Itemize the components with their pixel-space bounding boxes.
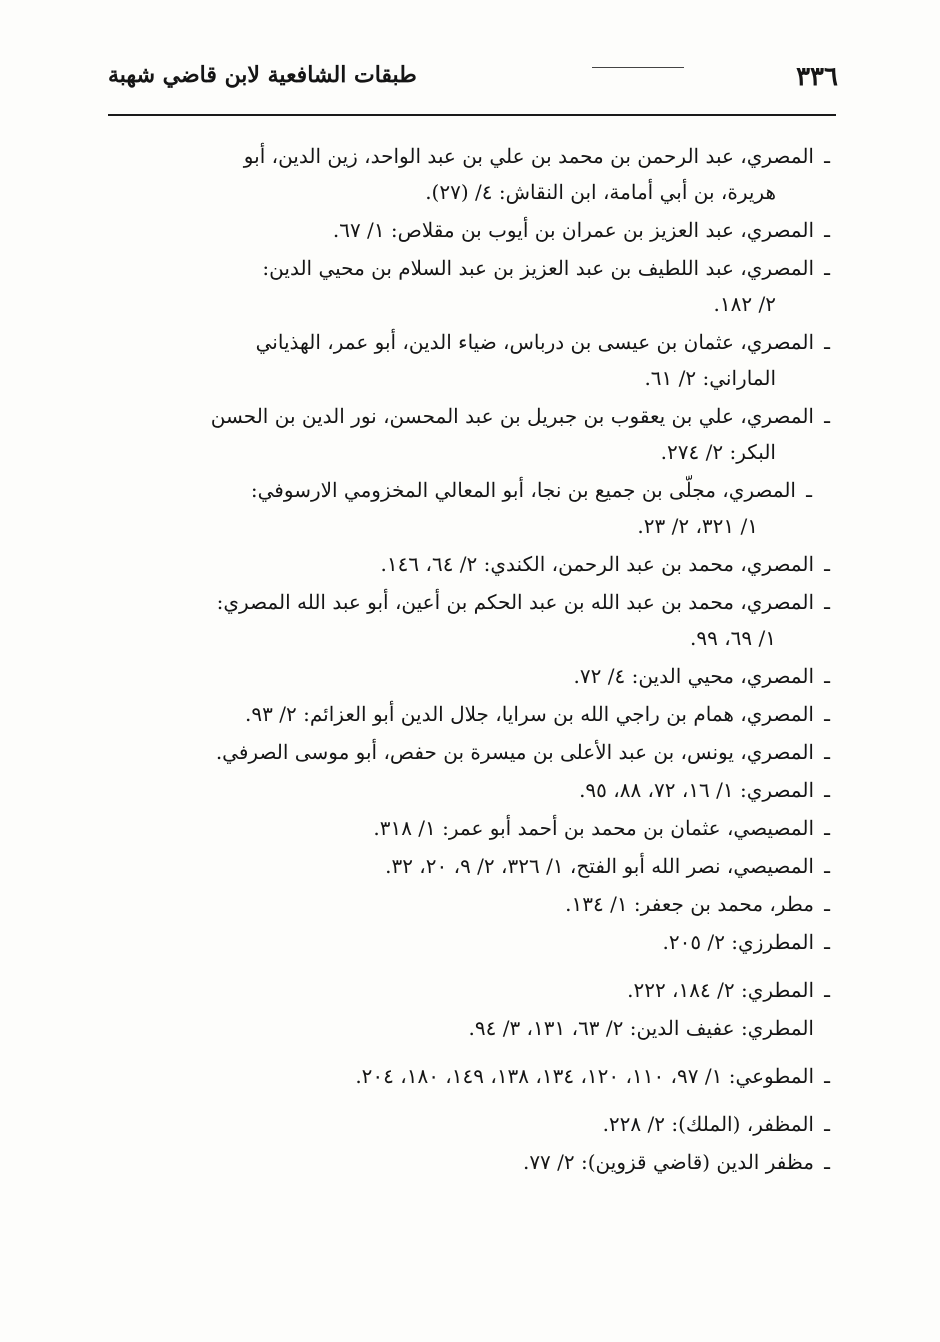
index-entry: ـ مظفر الدين (قاضي قزوين): ٢/ ٧٧. bbox=[522, 1150, 830, 1174]
entry-continuation: ١/ ٣٢١، ٢/ ٢٣. bbox=[637, 514, 758, 538]
page-number: ٣٣٦ bbox=[796, 62, 838, 92]
entry-text: المطوعي: ١/ ٩٧، ١١٠، ١٢٠، ١٣٤، ١٣٨، ١٤٩، ١٨٠، ٢٠٤. bbox=[355, 1064, 814, 1088]
entry-text: المصري، عثمان بن عيسى بن درباس، ضياء الدين، أبو عمر، الهذياني bbox=[255, 330, 814, 354]
index-entry: ـ المصري، محمد بن عبد الله بن عبد الحكم بن أعين، أبو عبد الله المصري: ١/ ٦٩، ٩٩. bbox=[128, 584, 828, 656]
index-entry: ـ المصري، عبد الرحمن بن محمد بن علي بن عبد الواحد، زين الدين، أبو هريرة، بن أبي أمامة، ابن النقاش: ٤/ (٢٧). bbox=[128, 138, 828, 210]
page-header bbox=[108, 58, 838, 110]
index-entries bbox=[128, 138, 828, 1182]
entry-text: المصري، محيي الدين: ٤/ ٧٢. bbox=[573, 664, 814, 688]
entry-text: المصري، محمد بن عبد الرحمن، الكندي: ٢/ ٦٤، ١٤٦. bbox=[380, 552, 814, 576]
index-entry: ـ المصري، علي بن يعقوب بن جبريل بن عبد المحسن، نور الدين بن الحسن البكر: ٢/ ٢٧٤. bbox=[128, 398, 828, 470]
entry-text: المصيصي، عثمان بن محمد بن أحمد أبو عمر: ١/ ٣١٨. bbox=[373, 816, 814, 840]
index-entry: ـ المصري، عبد اللطيف بن عبد العزيز بن عبد السلام بن محيي الدين: ٢/ ١٨٢. bbox=[128, 250, 828, 322]
entry-text: المصري، مجلّى بن جميع بن نجا، أبو المعالي المخزومي الارسوفي: bbox=[250, 478, 796, 502]
entry-text: المصري، عبد اللطيف بن عبد العزيز بن عبد السلام بن محيي الدين: bbox=[262, 256, 814, 280]
entry-text: المصري، علي بن يعقوب بن جبريل بن عبد المحسن، نور الدين بن الحسن bbox=[210, 404, 814, 428]
index-entry bbox=[128, 1010, 828, 1046]
entry-text: المصري، عبد العزيز بن عمران بن أيوب بن مقلاص: ١/ ٦٧. bbox=[332, 218, 814, 242]
entry-text: المصري، محمد بن عبد الله بن عبد الحكم بن أعين، أبو عبد الله المصري: bbox=[216, 590, 814, 614]
index-entry: ـ المطرزي: ٢/ ٢٠٥. bbox=[662, 930, 830, 954]
index-entry: ـ المصري، عثمان بن عيسى بن درباس، ضياء الدين، أبو عمر، الهذياني الماراني: ٢/ ٦١. bbox=[128, 324, 828, 396]
index-entry: ـ المصري، يونس، بن عبد الأعلى بن ميسرة بن حفص، أبو موسى الصرفي. bbox=[215, 740, 830, 764]
entry-text: مظفر الدين (قاضي قزوين): ٢/ ٧٧. bbox=[522, 1150, 814, 1174]
entry-continuation: هريرة، بن أبي أمامة، ابن النقاش: ٤/ (٢٧). bbox=[425, 180, 776, 204]
entry-text: المصري، همام بن راجي الله بن سرايا، جلال الدين أبو العزائم: ٢/ ٩٣. bbox=[245, 702, 814, 726]
index-entry: ـ المصيصي، نصر الله أبو الفتح، ١/ ٣٢٦، ٢/ ٩، ٢٠، ٣٢. bbox=[385, 854, 830, 878]
entry-continuation: البكر: ٢/ ٢٧٤. bbox=[660, 440, 776, 464]
index-entry: ـ المصري، محيي الدين: ٤/ ٧٢. bbox=[573, 664, 830, 688]
index-entry: ـ المصري، همام بن راجي الله بن سرايا، جلال الدين أبو العزائم: ٢/ ٩٣. bbox=[245, 702, 830, 726]
index-entry: ـ المصري، عبد العزيز بن عمران بن أيوب بن مقلاص: ١/ ٦٧. bbox=[332, 218, 830, 242]
index-entry: ـ المصري: ١/ ١٦، ٧٢، ٨٨، ٩٥. bbox=[579, 778, 830, 802]
entry-continuation: الماراني: ٢/ ٦١. bbox=[644, 366, 776, 390]
running-title: طبقات الشافعية لابن قاضي شهبة bbox=[108, 62, 417, 88]
entry-text: المصري، يونس، بن عبد الأعلى بن ميسرة بن حفص، أبو موسى الصرفي. bbox=[215, 740, 814, 764]
entry-text: مطر، محمد بن جعفر: ١/ ١٣٤. bbox=[565, 892, 814, 916]
index-entry: ـ مطر، محمد بن جعفر: ١/ ١٣٤. bbox=[565, 892, 830, 916]
entry-text: المصيصي، نصر الله أبو الفتح، ١/ ٣٢٦، ٢/ ٩، ٢٠، ٣٢. bbox=[385, 854, 814, 878]
index-entry: ـ المظفر، (الملك): ٢/ ٢٢٨. bbox=[602, 1112, 830, 1136]
index-entry: ـ المطري: ٢/ ١٨٤، ٢٢٢. bbox=[627, 978, 830, 1002]
entry-text: المظفر، (الملك): ٢/ ٢٢٨. bbox=[602, 1112, 814, 1136]
index-entry: ـ المصيصي، عثمان بن محمد بن أحمد أبو عمر: ١/ ٣١٨. bbox=[373, 816, 830, 840]
entry-text: المصري: ١/ ١٦، ٧٢، ٨٨، ٩٥. bbox=[579, 778, 814, 802]
index-entry: ـ المصري، مجلّى بن جميع بن نجا، أبو المعالي المخزومي الارسوفي: ١/ ٣٢١، ٢/ ٢٣. bbox=[128, 472, 828, 544]
entry-continuation: ٢/ ١٨٢. bbox=[713, 292, 776, 316]
entry-text: المطرزي: ٢/ ٢٠٥. bbox=[662, 930, 814, 954]
index-entry: ـ المصري، محمد بن عبد الرحمن، الكندي: ٢/ ٦٤، ١٤٦. bbox=[380, 552, 830, 576]
header-rule bbox=[108, 114, 836, 116]
index-entry: ـ المطوعي: ١/ ٩٧، ١١٠، ١٢٠، ١٣٤، ١٣٨، ١٤٩، ١٨٠، ٢٠٤. bbox=[355, 1064, 830, 1088]
entry-continuation: ١/ ٦٩، ٩٩. bbox=[690, 626, 776, 650]
decorative-line bbox=[592, 67, 684, 68]
entry-text: المطري: عفيف الدين: ٢/ ٦٣، ١٣١، ٣/ ٩٤. bbox=[468, 1016, 814, 1040]
entry-text: المطري: ٢/ ١٨٤، ٢٢٢. bbox=[627, 978, 814, 1002]
entry-text: المصري، عبد الرحمن بن محمد بن علي بن عبد الواحد، زين الدين، أبو bbox=[243, 144, 814, 168]
